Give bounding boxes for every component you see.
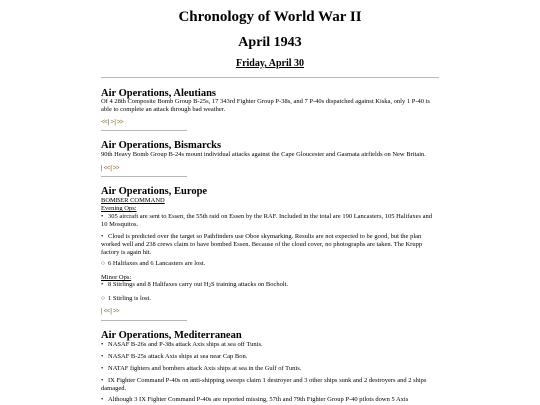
- circle-bullet-icon: ○: [101, 260, 105, 267]
- bullet-icon: •: [101, 213, 104, 220]
- page-title: Chronology of World War II: [178, 9, 362, 25]
- nav-separator: |: [101, 164, 103, 172]
- bullet-icon: •: [101, 353, 104, 360]
- first-arrow-icon[interactable]: <<: [103, 164, 110, 172]
- list-item: • NASAF B-26s and P-38s attack Axis ships at sea off Tunis.: [101, 341, 263, 348]
- first-arrow-icon[interactable]: <<: [103, 307, 110, 315]
- list-item: • 8 Stirlings and 8 Halifaxes carry out $H_2S$ training attacks on Bocholt.: [101, 281, 289, 289]
- bullet-icon: •: [101, 233, 104, 240]
- last-arrow-icon[interactable]: >>: [116, 118, 123, 126]
- section-heading-aleutians: Air Operations, Aleutians: [101, 88, 217, 99]
- last-arrow-icon[interactable]: >>: [112, 307, 119, 315]
- minor-ops-label: Minor Ops:: [101, 274, 132, 281]
- list-item: • IX Fighter Command P-40s on anti-shipping sweeps claim 1 destroyer and 3 other ships sunk and 2 destroyers and 2 ships damaged.: [101, 377, 427, 392]
- section-text-bismarcks: 90th Heavy Bomb Group B-24s mount individual attacks against the Cape Gloucester and Gasmata airfields on New Britain.: [101, 151, 426, 158]
- list-item: • Cloud is predicted over the target so Pathfinders use Oboe skymarking. Results are not expected to be good, but the plan worked well and 238 crews claim to have bombed Essen. Because of the cloud cover, no photographs are taken. The Krupp factory is again hit.: [101, 233, 423, 256]
- section-nav-bismarcks: [101, 164, 119, 173]
- bullet-icon: •: [101, 341, 104, 348]
- nav-separator: |: [101, 307, 103, 315]
- nav-separator: |: [114, 118, 116, 126]
- section-nav-europe: [101, 307, 119, 316]
- divider: [101, 176, 187, 177]
- next-arrow-icon[interactable]: >: [110, 118, 114, 126]
- divider: [101, 320, 187, 321]
- list-item: • NATAF fighters and bombers attack Axis ships at sea in the Gulf of Tunis.: [101, 365, 302, 372]
- page-month: April 1943: [238, 35, 302, 50]
- bullet-icon: •: [101, 281, 104, 288]
- list-item: • NASAF B-25s attack Axis ships at sea near Cap Bon.: [101, 353, 248, 360]
- bullet-icon: •: [101, 396, 104, 403]
- list-item: ○ 6 Halifaxes and 6 Lancasters are lost.: [101, 260, 206, 267]
- bullet-icon: •: [101, 365, 104, 372]
- circle-bullet-icon: ○: [101, 295, 105, 302]
- divider: [101, 130, 187, 131]
- day-anchor-link[interactable]: Friday, April 30: [235, 58, 305, 69]
- nav-separator: |: [107, 118, 110, 126]
- command-name: BOMBER COMMAND: [101, 197, 165, 204]
- list-item: • 305 aircraft are sent to Essen, the 55th raid on Essen by the RAF. Included in the total are 190 Lancasters, 105 Halifaxes and 10 Mosquitos.: [101, 213, 433, 228]
- list-item: ○ 1 Stirling is lost.: [101, 295, 151, 302]
- last-arrow-icon[interactable]: >>: [112, 164, 119, 172]
- section-heading-europe: Air Operations, Europe: [101, 186, 208, 197]
- evening-ops-label: Evening Ops:: [101, 205, 137, 212]
- nav-separator: |: [110, 307, 112, 315]
- section-text-aleutians: Of 4 28th Composite Bomb Group B-25s, 17 343rd Fighter Group P-38s, and 7 P-40s dispatched against Kiska, only 1 P-40 is able to complete an attack through bad weather.: [101, 98, 430, 113]
- first-arrow-icon[interactable]: <<: [101, 118, 107, 126]
- section-nav-aleutians: [101, 118, 123, 127]
- nav-separator: |: [110, 164, 112, 172]
- section-heading-bismarcks: Air Operations, Bismarcks: [101, 140, 222, 151]
- divider: [101, 77, 439, 78]
- section-heading-mediterranean: Air Operations, Mediterranean: [101, 330, 242, 341]
- list-item: • Although 3 IX Fighter Command P-40s are reported missing, 57th and 79th Fighter Group P-40 pilots down 5 Axis: [101, 396, 409, 403]
- bullet-icon: •: [101, 377, 104, 384]
